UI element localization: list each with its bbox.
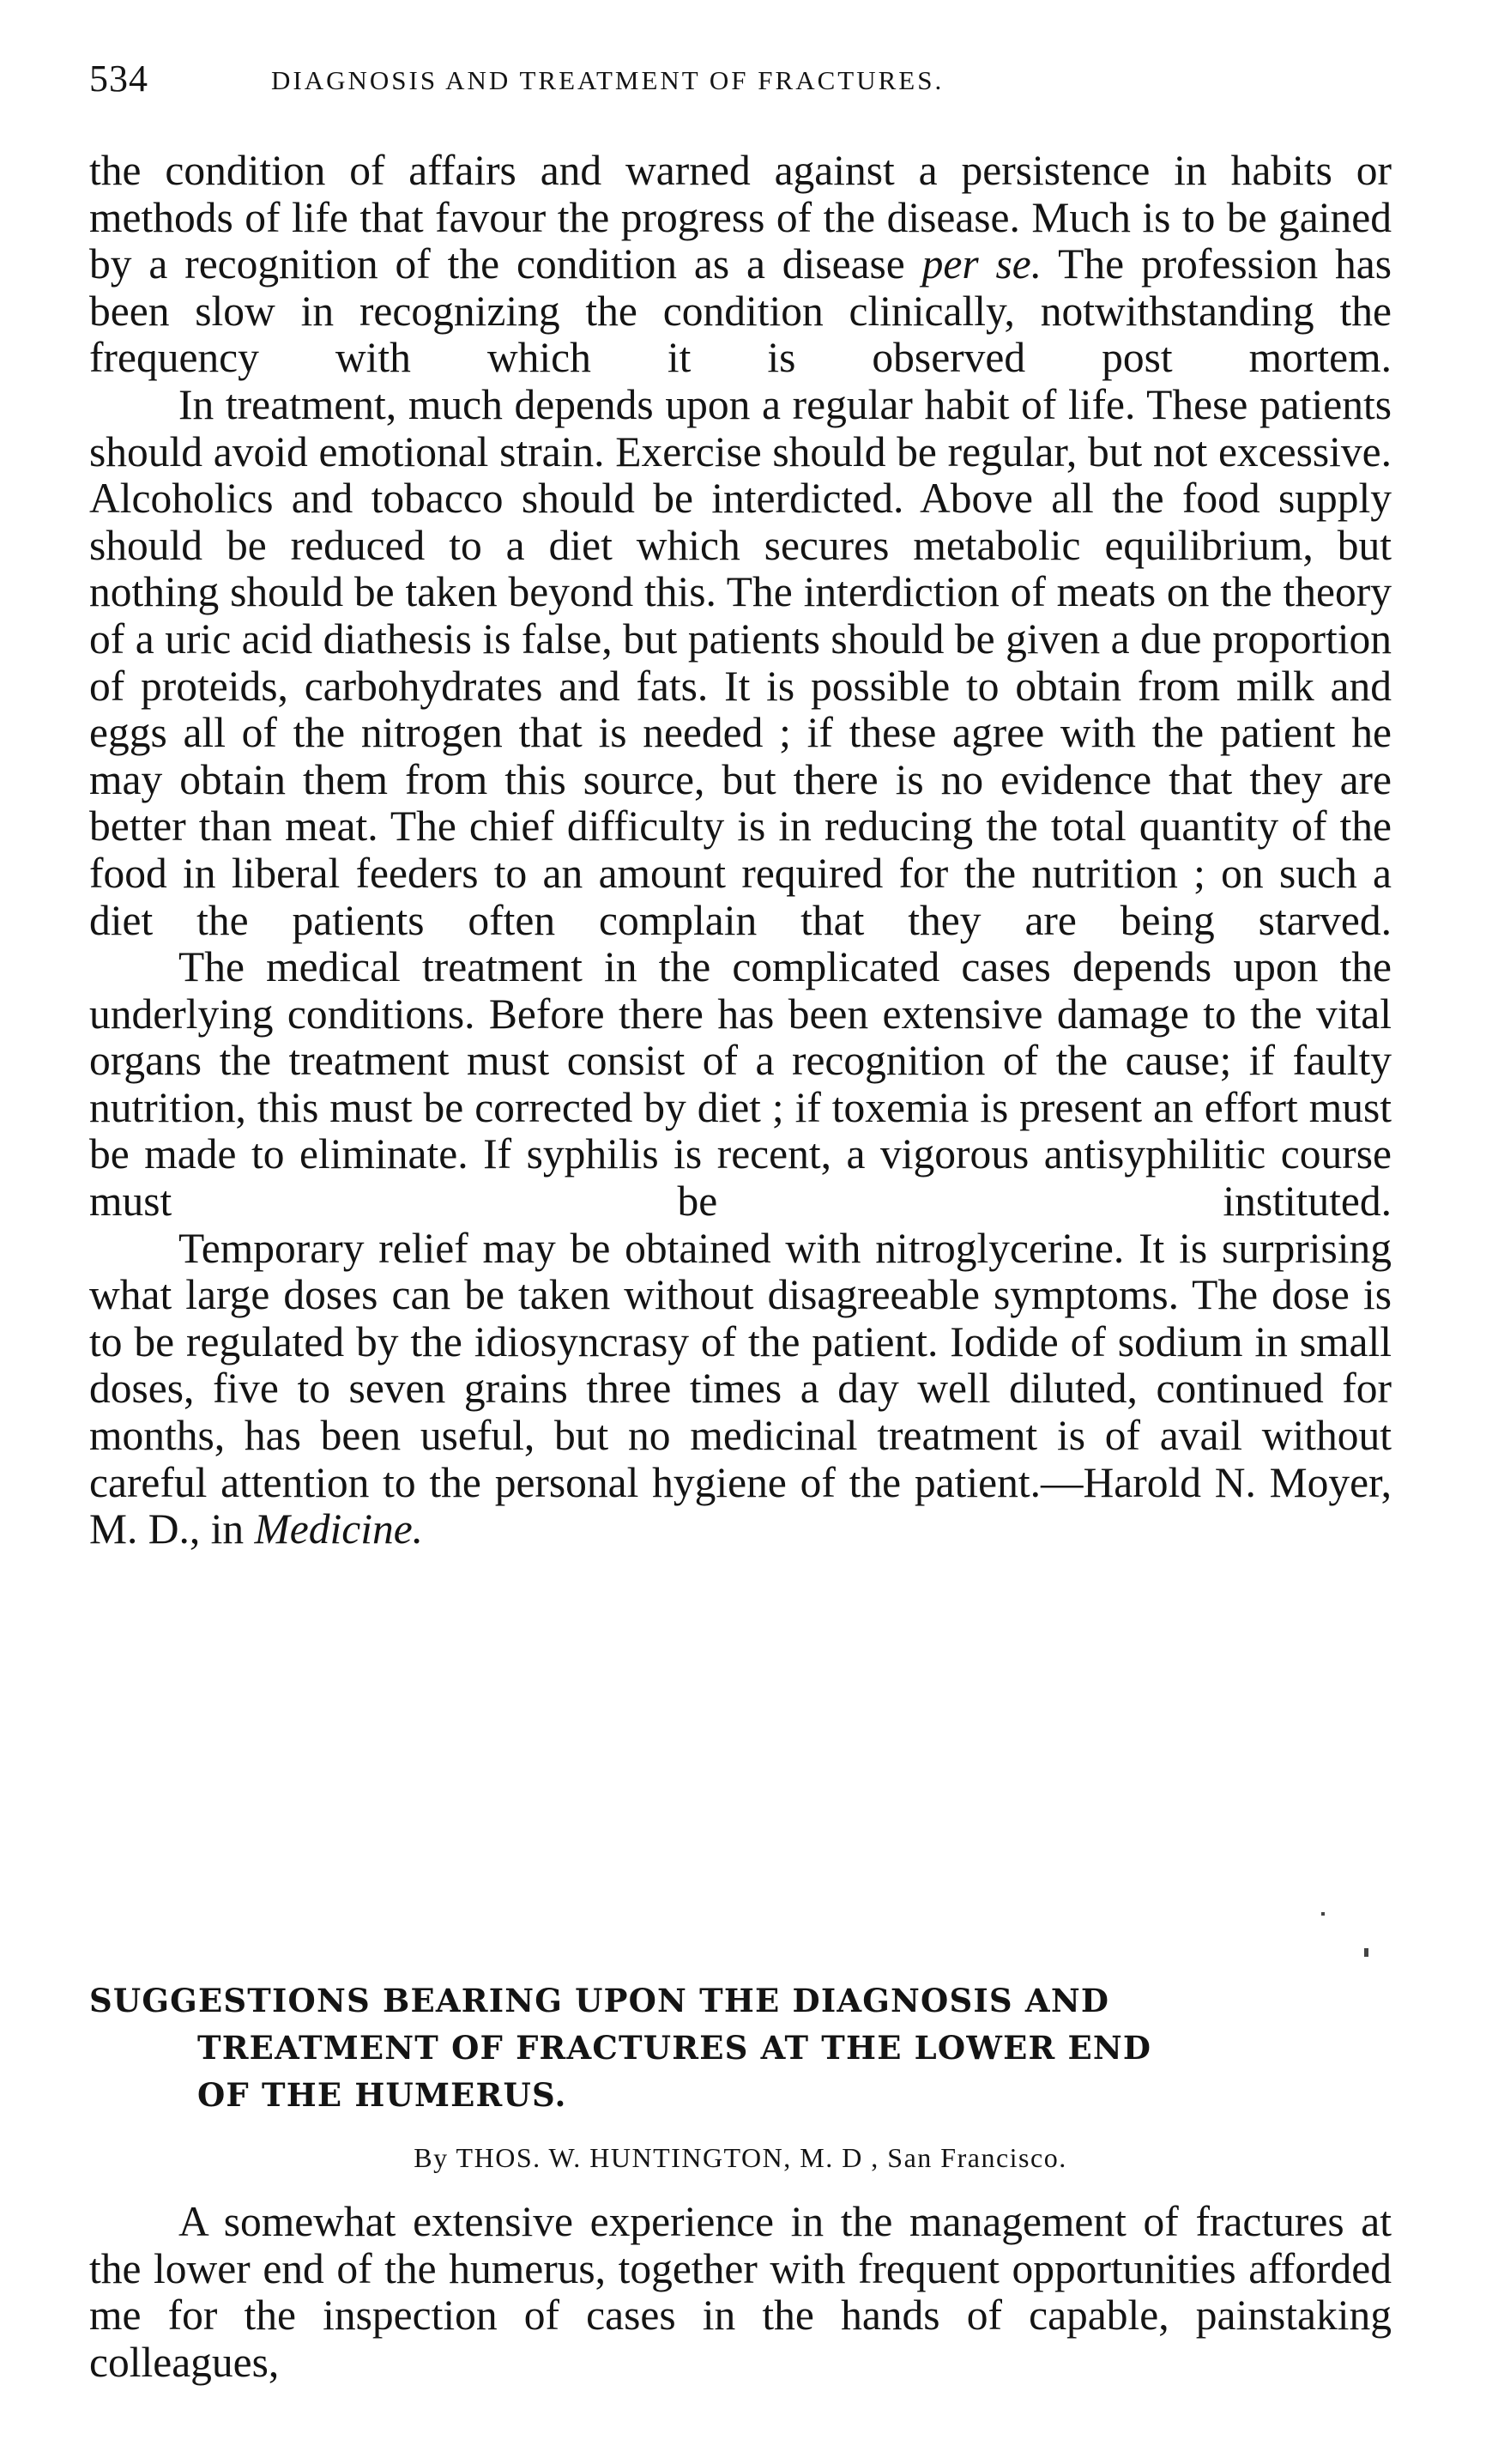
paragraph-4-italic: Medicine. bbox=[254, 1505, 424, 1553]
paragraph-3: The medical treatment in the complicated cases depends upon the underlying conditions. Before there has been extensive damage to the vital organs the treatment must consist of a recognition of the cause; if faulty nutrition, this must be corrected by diet ; if toxemia is present an effort must be made to eliminate. If syphilis is recent, a vigorous antisyphilitic course must be instituted. bbox=[89, 943, 1392, 1226]
paragraph-1-italic: per se. bbox=[921, 240, 1042, 288]
article-heading bbox=[89, 1977, 1392, 2119]
article-heading-line: OF THE HUMERUS. bbox=[197, 2076, 567, 2114]
page-number: 534 bbox=[89, 58, 148, 100]
running-head bbox=[89, 55, 1393, 115]
paragraph-4-text: Temporary relief may be obtained with nitroglycerine. It is surprising what large doses can be taken without disagreeable symptoms. The dose is to be regulated by the idiosyncrasy of the patient. Iodide of sodium in small doses, five to seven grains three times a day well diluted, continued for months, has been useful, but no medicinal treatment is of avail without careful attention to the personal hygiene of the patient.—Harold N. Moyer, M. D., in bbox=[89, 1224, 1392, 1553]
preceding-article-body bbox=[89, 148, 1392, 1553]
opening-paragraph: A somewhat extensive experience in the management of fractures at the lower end of the humerus, together with frequent opportunities afforded me for the inspection of cases in the hands of capable, painstaking colleagues, bbox=[89, 2198, 1392, 2386]
article-heading-line: TREATMENT OF FRACTURES AT THE LOWER END bbox=[197, 2029, 1152, 2067]
paragraph-1-text-after: The profession has been slow in recognizing the condition clinically, notwithstanding the frequency with which it is observed post mortem. bbox=[89, 240, 1392, 382]
paragraph-1 bbox=[89, 148, 1392, 382]
print-speck bbox=[1364, 1948, 1368, 1957]
print-speck bbox=[1321, 1912, 1325, 1916]
running-head-title: DIAGNOSIS AND TREATMENT OF FRACTURES. bbox=[271, 65, 945, 95]
paragraph-1-text: the condition of affairs and warned against a persistence in habits or methods of life that favour the progress of the disease. Much is to be gained by a recognition of the condition as a disease bbox=[89, 147, 1392, 288]
paragraph-4 bbox=[89, 1226, 1392, 1553]
article-heading-line: SUGGESTIONS BEARING UPON THE DIAGNOSIS AND bbox=[89, 1982, 1110, 2019]
article-body bbox=[89, 2199, 1392, 2386]
author-byline: By THOS. W. HUNTINGTON, M. D , San Francisco. bbox=[414, 2142, 1067, 2173]
paragraph-2: In treatment, much depends upon a regular habit of life. These patients should avoid emotional strain. Exercise should be regular, but not excessive. Alcoholics and tobacco should be interdicted. Above all the food supply should be reduced to a diet which secures metabolic equilibrium, but nothing should be taken beyond this. The interdiction of meats on the theory of a uric acid diathesis is false, but patients should be given a due proportion of proteids, carbohydrates and fats. It is possible to obtain from milk and eggs all of the nitrogen that is needed ; if these agree with the patient he may obtain them from this source, but there is no evidence that they are better than meat. The chief difficulty is in reducing the total quantity of the food in liberal feeders to an amount required for the nutrition ; on such a diet the patients often complain that they are being starved. bbox=[89, 380, 1392, 944]
